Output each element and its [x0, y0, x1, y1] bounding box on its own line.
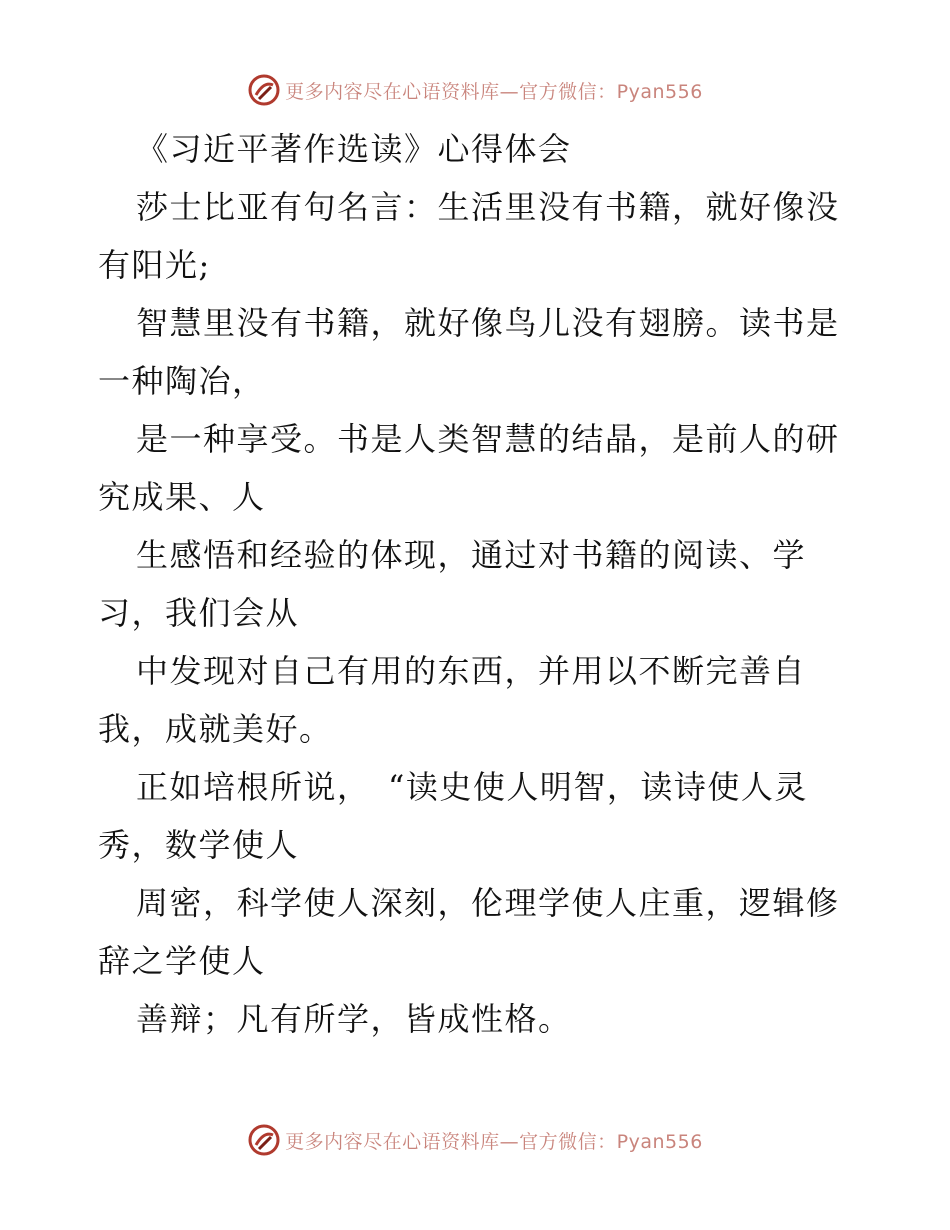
text-line: 生感悟和经验的体现，通过对书籍的阅读、学 — [136, 536, 807, 574]
watermark-text: 更多内容尽在心语资料库—官方微信：Pyan556 — [285, 1130, 703, 1153]
text-line: 正如培根所说， “读史使人明智，读诗使人灵 — [136, 768, 808, 806]
logo-icon — [247, 73, 281, 107]
text-line: 智慧里没有书籍，就好像鸟儿没有翅膀。读书是 — [136, 304, 840, 342]
text-line: 习，我们会从 — [98, 594, 300, 632]
text-line: 中发现对自己有用的东西，并用以不断完善自 — [136, 652, 807, 690]
watermark-header — [0, 70, 950, 110]
text-line: 善辩；凡有所学，皆成性格。 — [136, 1000, 572, 1038]
text-line: 辞之学使人 — [98, 942, 266, 980]
text-line: 莎士比亚有句名言：生活里没有书籍，就好像没 — [136, 188, 840, 226]
text-line: 究成果、人 — [98, 478, 266, 516]
logo-icon — [247, 1123, 281, 1157]
text-line: 是一种享受。书是人类智慧的结晶，是前人的研 — [136, 420, 840, 458]
watermark-footer — [0, 1120, 950, 1160]
watermark-text: 更多内容尽在心语资料库—官方微信：Pyan556 — [285, 80, 703, 103]
document-body — [98, 120, 858, 1048]
text-line: 周密，科学使人深刻，伦理学使人庄重，逻辑修 — [136, 884, 840, 922]
text-line: 我，成就美好。 — [98, 710, 333, 748]
text-line: 有阳光; — [98, 246, 211, 284]
text-line: 一种陶冶， — [98, 362, 266, 400]
text-line: 秀，数学使人 — [98, 826, 300, 864]
document-title: 《习近平著作选读》心得体会 — [136, 130, 572, 168]
